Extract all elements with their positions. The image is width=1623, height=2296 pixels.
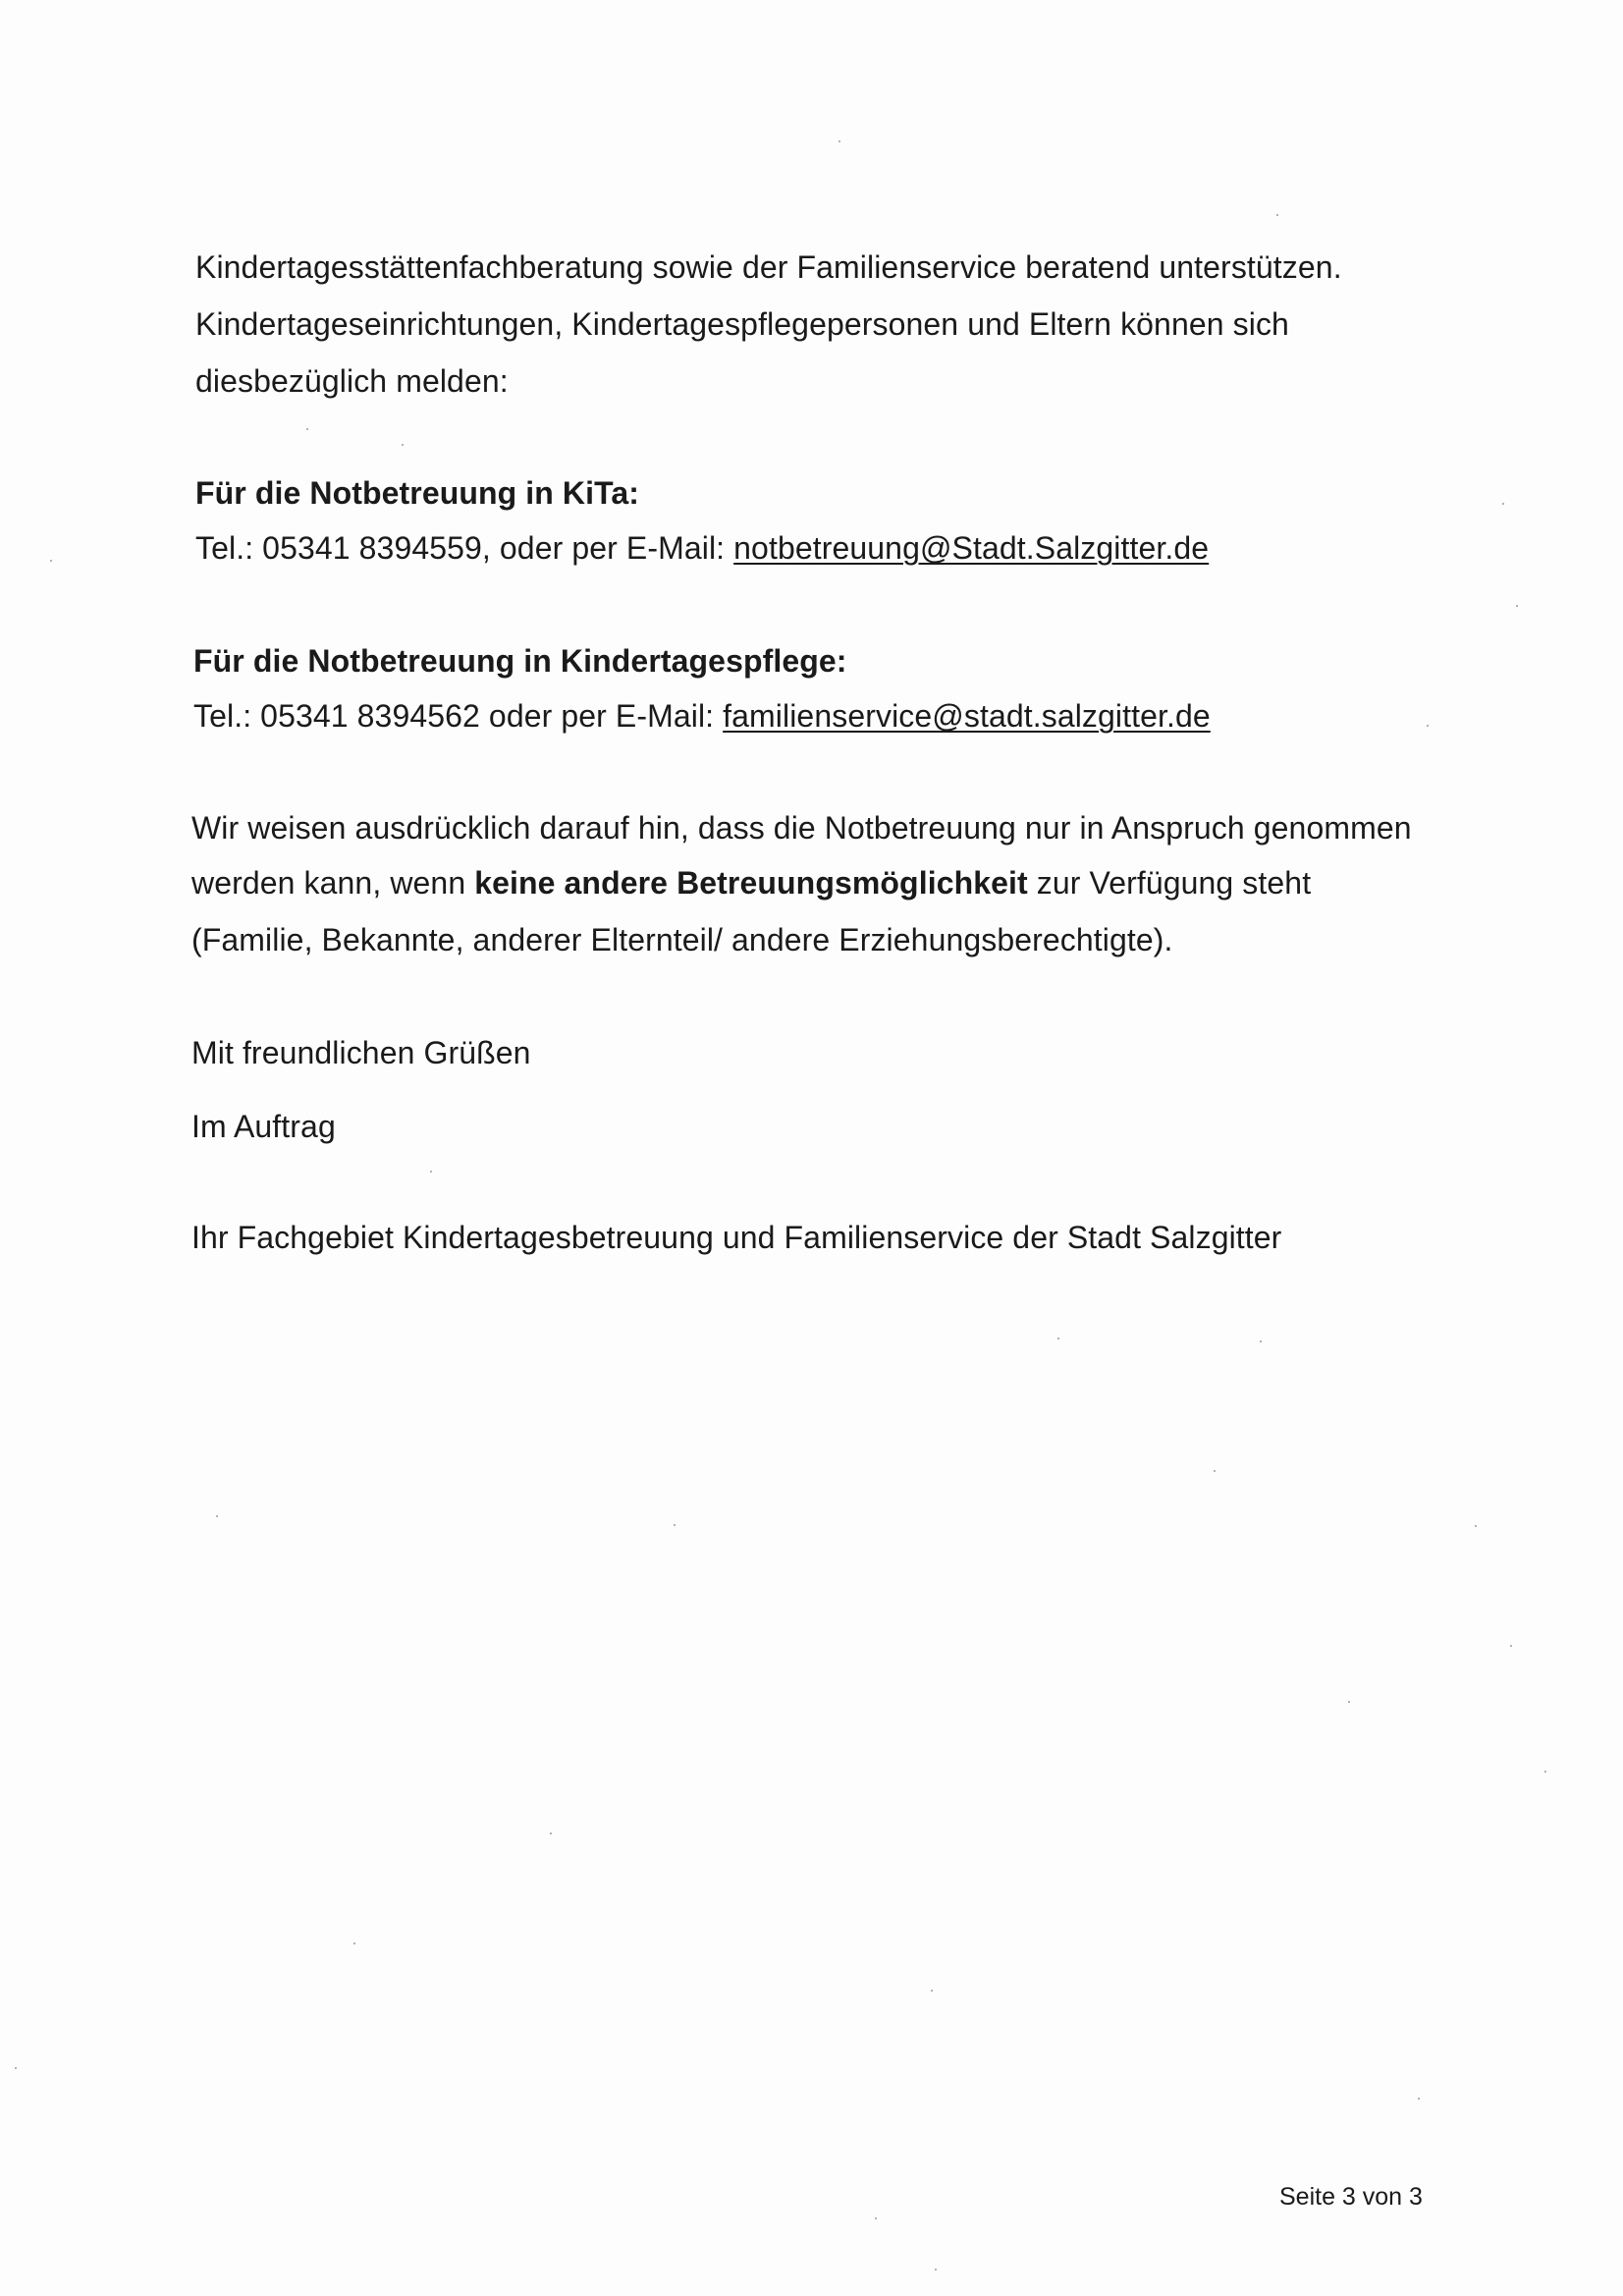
scan-speck (1510, 1645, 1512, 1647)
notice-line-1: Wir weisen ausdrücklich darauf hin, dass die Notbetreuung nur in Anspruch genommen (191, 810, 1412, 846)
intro-line-3: diesbezüglich melden: (195, 363, 509, 399)
intro-line-1: Kindertagesstättenfachberatung sowie der Familienservice beratend unterstützen. (195, 249, 1342, 285)
kita-contact-text: Tel.: 05341 8394559, oder per E-Mail: (195, 530, 734, 566)
intro-line-2: Kindertageseinrichtungen, Kindertagespflegepersonen und Eltern können sich (195, 306, 1289, 342)
scan-speck (1502, 503, 1504, 505)
notice-line-3: (Familie, Bekannte, anderer Elternteil/ andere Erziehungsberechtigte). (191, 922, 1173, 957)
scan-speck (875, 2217, 877, 2219)
scan-speck (15, 2067, 17, 2069)
scan-speck (306, 428, 308, 430)
scan-speck (674, 1524, 676, 1526)
scan-speck (402, 444, 404, 446)
scan-speck (931, 1990, 933, 1992)
scan-speck (935, 2269, 937, 2270)
notice-line-2-start: werden kann, wenn (191, 865, 475, 901)
pflege-contact (193, 696, 1211, 736)
scan-speck (1418, 2098, 1420, 2100)
scan-speck (50, 560, 52, 562)
scan-speck (1214, 1470, 1216, 1472)
kita-heading: Für die Notbetreuung in KiTa: (195, 475, 640, 511)
closing-on-behalf: Im Auftrag (191, 1109, 336, 1144)
closing-signature: Ihr Fachgebiet Kindertagesbetreuung und Familienservice der Stadt Salzgitter (191, 1220, 1282, 1255)
scan-speck (353, 1942, 355, 1944)
scan-speck (1348, 1701, 1350, 1703)
notice-emphasis: keine andere Betreuungsmöglichkeit (474, 865, 1028, 901)
scan-speck (1544, 1771, 1546, 1773)
notice-line-2-end: zur Verfügung steht (1027, 865, 1312, 901)
kita-email-link[interactable]: notbetreuung@Stadt.Salzgitter.de (733, 530, 1210, 566)
scan-speck (839, 140, 840, 142)
scan-speck (1427, 725, 1429, 727)
scan-speck (1057, 1338, 1059, 1339)
closing-greeting: Mit freundlichen Grüßen (191, 1035, 531, 1070)
pflege-contact-text: Tel.: 05341 8394562 oder per E-Mail: (193, 698, 724, 734)
page-number: Seite 3 von 3 (1279, 2183, 1423, 2211)
scan-speck (430, 1171, 432, 1173)
scan-speck (550, 1832, 552, 1834)
scan-speck (1260, 1340, 1262, 1342)
scan-speck (1276, 214, 1278, 216)
kita-contact (195, 528, 1209, 568)
pflege-heading: Für die Notbetreuung in Kindertagespflege: (193, 643, 847, 679)
scan-speck (216, 1515, 218, 1517)
pflege-email-link[interactable]: familienservice@stadt.salzgitter.de (723, 698, 1211, 734)
scan-speck (1516, 605, 1518, 607)
scan-speck (1475, 1525, 1477, 1527)
notice-line-2 (191, 863, 1311, 902)
